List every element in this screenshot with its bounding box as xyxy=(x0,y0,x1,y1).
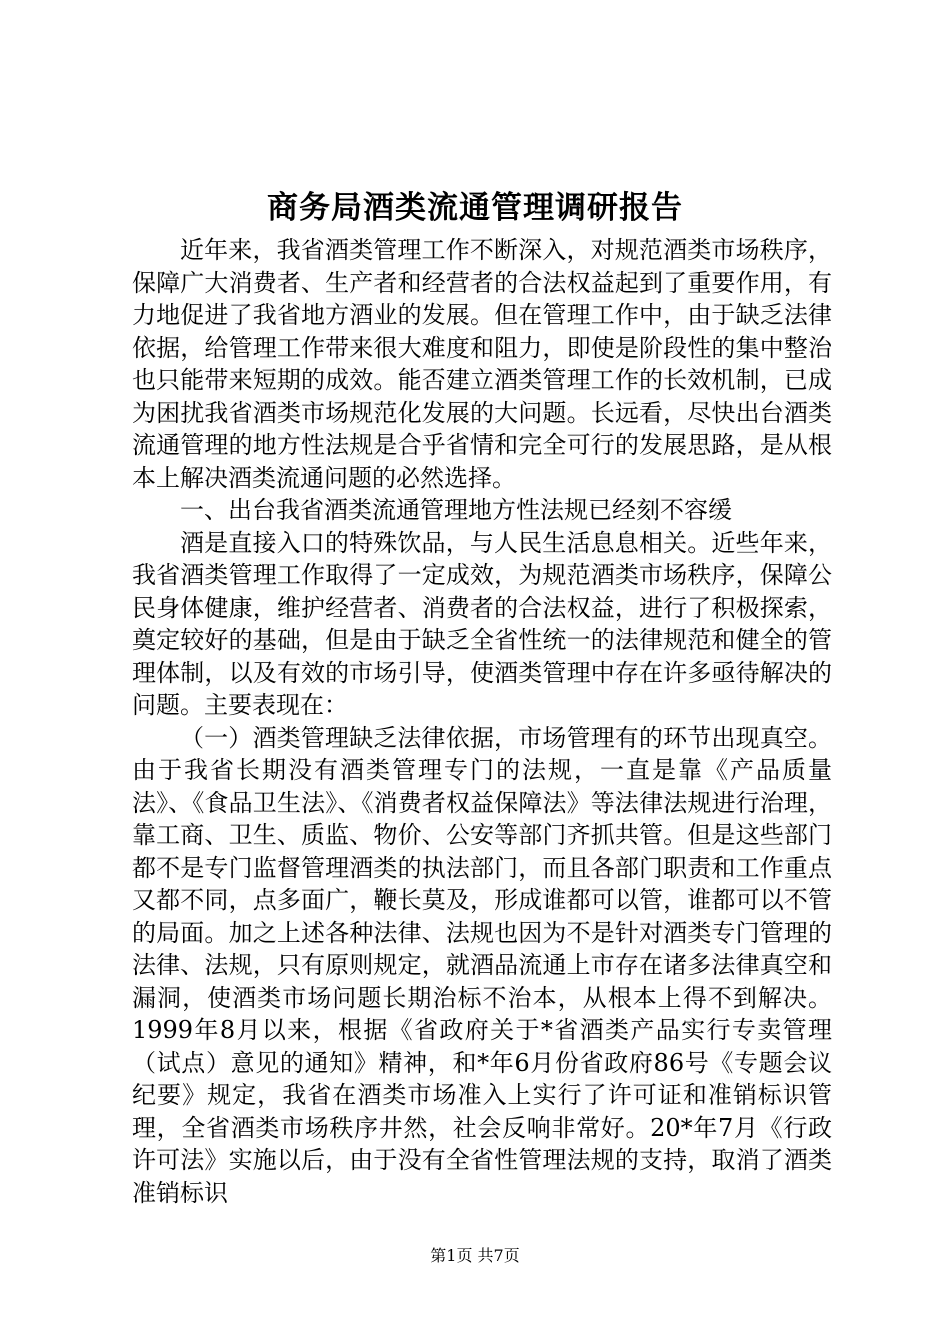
page-footer: 第1页 共7页 xyxy=(430,1246,520,1265)
paragraph-subsection-1: （一）酒类管理缺乏法律依据，市场管理有的环节出现真空。由于我省长期没有酒类管理专门的法规，一直是靠《产品质量法》、《食品卫生法》、《消费者权益保障法》等法律法规进行治理，靠工商、卫生、质监、物价、公安等部门齐抓共管。但是这些部门都不是专门监督管理酒类的执法部门，而且各部门职责和工作重点又都不同，点多面广，鞭长莫及，形成谁都可以管，谁都可以不管的局面。加之上述各种法律、法规也因为不是针对酒类专门管理的法律、法规，只有原则规定，就酒品流通上市存在诸多法律真空和漏洞，使酒类市场问题长期治标不治本，从根本上得不到解决。1999年8月以来，根据《省政府关于*省酒类产品实行专卖管理（试点）意见的通知》精神，和*年6月份省政府86号《专题会议纪要》规定，我省在酒类市场准入上实行了许可证和准销标识管理，全省酒类市场秩序井然，社会反响非常好。20*年7月《行政许可法》实施以后，由于没有全省性管理法规的支持，取消了酒类准销标识 xyxy=(132,723,832,1207)
document-body xyxy=(132,234,832,1209)
paragraph-intro: 近年来，我省酒类管理工作不断深入，对规范酒类市场秩序，保障广大消费者、生产者和经营者的合法权益起到了重要作用，有力地促进了我省地方酒业的发展。但在管理工作中，由于缺乏法律依据，给管理工作带来很大难度和阻力，即使是阶段性的集中整治也只能带来短期的成效。能否建立酒类管理工作的长效机制，已成为困扰我省酒类市场规范化发展的大问题。长远看，尽快出台酒类流通管理的地方性法规是合乎省情和完全可行的发展思路，是从根本上解决酒类流通问题的必然选择。 xyxy=(132,236,832,492)
document-title: 商务局酒类流通管理调研报告 xyxy=(267,190,683,226)
section-heading-1: 一、出台我省酒类流通管理地方性法规已经刻不容缓 xyxy=(180,496,732,524)
paragraph-section-1: 酒是直接入口的特殊饮品，与人民生活息息相关。近些年来，我省酒类管理工作取得了一定成效，为规范酒类市场秩序，保障公民身体健康，维护经营者、消费者的合法权益，进行了积极探索，奠定较好的基础，但是由于缺乏全省性统一的法律规范和健全的管理体制，以及有效的市场引导，使酒类管理中存在许多亟待解决的问题。主要表现在： xyxy=(132,528,832,719)
